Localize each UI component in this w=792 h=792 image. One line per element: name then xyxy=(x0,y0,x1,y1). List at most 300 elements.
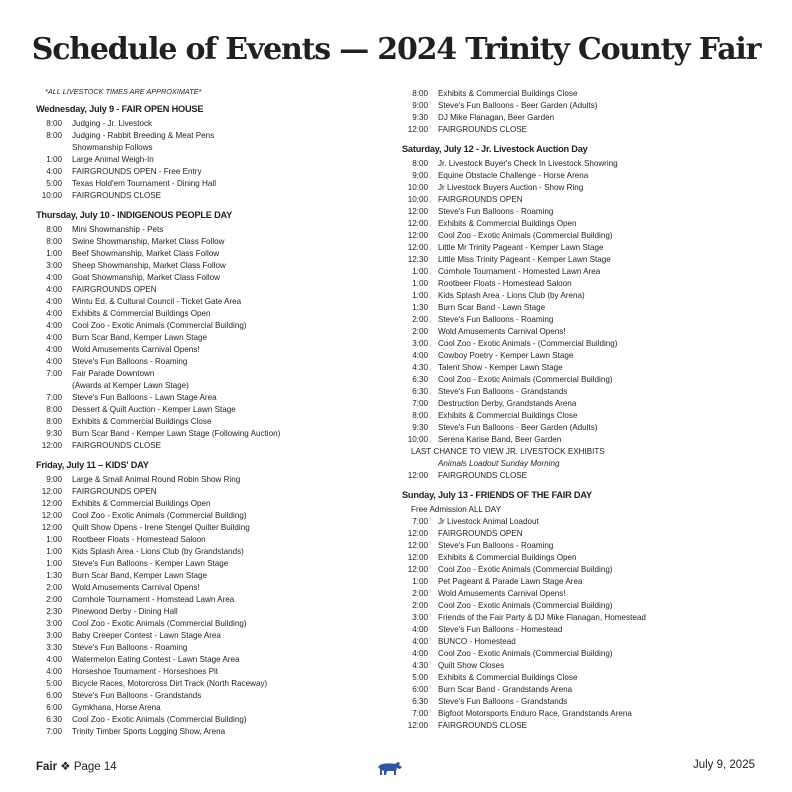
footer-page-number: Page 14 xyxy=(73,761,117,773)
event-time: 10:00 xyxy=(407,183,428,192)
schedule-right-column xyxy=(402,88,757,732)
event-row xyxy=(36,474,376,486)
event-row xyxy=(402,326,757,338)
event-text: Pet Pageant & Parade Lawn Stage Area xyxy=(438,577,583,586)
event-time: 9:00 xyxy=(412,171,428,180)
event-time: 1:00 xyxy=(46,249,62,258)
livestock-times-note: *ALL LIVESTOCK TIMES ARE APPROXIMATE* xyxy=(45,87,202,96)
event-time: 4:00 xyxy=(46,273,62,282)
event-text: FAIRGROUNDS CLOSE xyxy=(438,721,528,730)
event-row xyxy=(402,576,757,588)
event-text: Cool Zoo - Exotic Animals (Commercial Building) xyxy=(438,231,613,240)
day-heading-friday: Friday, July 11 – KIDS' DAY xyxy=(36,460,149,470)
event-time: 3:30 xyxy=(46,643,62,652)
event-time: 12:00 xyxy=(407,219,428,228)
event-time: 2:00 xyxy=(412,327,428,336)
event-row xyxy=(36,534,376,546)
event-row xyxy=(402,398,757,410)
event-row xyxy=(402,708,757,720)
event-text: Cool Zoo - Exotic Animals (Commercial Building) xyxy=(72,715,247,724)
event-time: 8:00 xyxy=(412,411,428,420)
event-text: Steve's Fun Balloons - Grandstands xyxy=(438,387,568,396)
free-admission-text: Free Admission ALL DAY xyxy=(411,505,501,514)
event-row xyxy=(36,154,376,166)
day-heading-wednesday: Wednesday, July 9 - FAIR OPEN HOUSE xyxy=(36,104,204,114)
event-text: Sheep Showmanship, Market Class Follow xyxy=(72,261,226,270)
event-time: 8:00 xyxy=(46,417,62,426)
event-row xyxy=(36,666,376,678)
event-text: Large & Small Animal Round Robin Show Ring xyxy=(72,475,241,484)
event-time: 12:00 xyxy=(407,231,428,240)
event-time: 4:30 xyxy=(412,363,428,372)
event-row xyxy=(402,588,757,600)
event-time: 7:00 xyxy=(412,399,428,408)
event-time: 12:00 xyxy=(407,721,428,730)
event-time: 1:00 xyxy=(412,291,428,300)
event-row xyxy=(36,642,376,654)
event-text: Horseshoe Tournament - Horseshoes Pit xyxy=(72,667,219,676)
event-text: Steve's Fun Balloons - Grandstands xyxy=(72,691,202,700)
event-time: 5:00 xyxy=(46,179,62,188)
event-row xyxy=(402,266,757,278)
footer-page-label xyxy=(36,759,117,773)
event-time: 6:00 xyxy=(46,703,62,712)
event-text: Steve's Fun Balloons - Grandstands xyxy=(438,697,568,706)
event-text: Steve's Fun Balloons - Roaming xyxy=(438,541,554,550)
event-time: 12:00 xyxy=(407,553,428,562)
event-time: 3:00 xyxy=(412,339,428,348)
event-text: Burn Scar Band, Kemper Lawn Stage xyxy=(72,333,207,342)
event-text: Rootbeer Floats - Homestead Saloon xyxy=(72,535,206,544)
event-time: 12:00 xyxy=(41,487,62,496)
event-time: 8:00 xyxy=(46,405,62,414)
event-time: 6:00 xyxy=(46,691,62,700)
event-text: Little Mr Trinity Pageant - Kemper Lawn Stage xyxy=(438,243,604,252)
event-time: 8:00 xyxy=(46,131,62,140)
event-time: 4:00 xyxy=(412,637,428,646)
event-text: Talent Show - Kemper Lawn Stage xyxy=(438,363,563,372)
event-row xyxy=(36,678,376,690)
event-text: Bigfoot Motorsports Enduro Race, Grandstands Arena xyxy=(438,709,632,718)
event-row xyxy=(402,422,757,434)
event-time: 6:30 xyxy=(412,387,428,396)
event-text: Beef Showmanship, Market Class Follow xyxy=(72,249,220,258)
event-time: 9:30 xyxy=(412,423,428,432)
event-text: Cool Zoo - Exotic Animals (Commercial Building) xyxy=(72,321,247,330)
event-time: 1:00 xyxy=(412,267,428,276)
event-time: 4:00 xyxy=(412,649,428,658)
event-row xyxy=(402,112,757,124)
event-time: 8:00 xyxy=(46,119,62,128)
event-time: 12:00 xyxy=(407,207,428,216)
event-row xyxy=(36,522,376,534)
event-row xyxy=(36,248,376,260)
event-time: 12:00 xyxy=(41,441,62,450)
event-row xyxy=(402,434,757,446)
event-row xyxy=(402,684,757,696)
event-row xyxy=(36,416,376,428)
event-text: Steve's Fun Balloons - Roaming xyxy=(72,357,188,366)
event-row xyxy=(36,594,376,606)
event-row xyxy=(36,344,376,356)
event-row xyxy=(402,660,757,672)
event-time: 4:00 xyxy=(46,333,62,342)
event-text: Burn Scar Band, Kemper Lawn Stage xyxy=(72,571,207,580)
event-row xyxy=(36,296,376,308)
event-row xyxy=(402,600,757,612)
event-row xyxy=(36,510,376,522)
event-text: Friends of the Fair Party & DJ Mike Flanagan, Homestead xyxy=(438,613,646,622)
event-row xyxy=(36,404,376,416)
day-heading-thursday: Thursday, July 10 - INDIGENOUS PEOPLE DAY xyxy=(36,210,233,220)
event-text: DJ Mike Flanagan, Beer Garden xyxy=(438,113,555,122)
event-time: 9:30 xyxy=(412,113,428,122)
event-text: FAIRGROUNDS OPEN xyxy=(438,195,523,204)
event-row xyxy=(402,624,757,636)
event-row xyxy=(36,284,376,296)
event-row xyxy=(402,278,757,290)
event-text: Burn Scar Band - Lawn Stage xyxy=(438,303,546,312)
event-text: FAIRGROUNDS OPEN xyxy=(438,529,523,538)
loadout-notice xyxy=(402,458,757,470)
event-text: Exhibits & Commercial Buildings Open xyxy=(72,499,211,508)
event-text: Swine Showmanship, Market Class Follow xyxy=(72,237,225,246)
event-text: Exhibits & Commercial Buildings Close xyxy=(438,673,578,682)
event-time: 10:00 xyxy=(41,191,62,200)
event-row xyxy=(402,696,757,708)
event-text: Wold Amusements Carnival Opens! xyxy=(438,327,566,336)
event-text: FAIRGROUNDS OPEN - Free Entry xyxy=(72,167,202,176)
event-row xyxy=(36,546,376,558)
event-text: Quilt Show Closes xyxy=(438,661,505,670)
event-time: 2:00 xyxy=(412,315,428,324)
event-row xyxy=(36,332,376,344)
footer-section: Fair xyxy=(36,761,58,773)
event-time: 2:30 xyxy=(46,607,62,616)
event-text: Cool Zoo - Exotic Animals (Commercial Building) xyxy=(438,565,613,574)
event-time: 3:00 xyxy=(46,619,62,628)
event-time: 12:00 xyxy=(41,499,62,508)
page-title: Schedule of Events — 2024 Trinity County Fair xyxy=(31,32,761,67)
event-row xyxy=(402,242,757,254)
event-time: 6:00 xyxy=(412,685,428,694)
event-row xyxy=(36,308,376,320)
event-row xyxy=(36,368,376,380)
day-heading-sunday: Sunday, July 13 - FRIENDS OF THE FAIR DAY xyxy=(402,490,592,500)
event-time: 12:30 xyxy=(407,255,428,264)
event-text: Steve's Fun Balloons - Roaming xyxy=(72,643,188,652)
event-time: 7:00 xyxy=(46,393,62,402)
event-row xyxy=(402,636,757,648)
event-row xyxy=(402,230,757,242)
event-row xyxy=(36,142,376,154)
event-time: 12:00 xyxy=(41,511,62,520)
event-text: Jr Livestock Buyers Auction - Show Ring xyxy=(438,183,584,192)
sunday-events xyxy=(402,516,757,732)
event-row xyxy=(36,392,376,404)
event-row xyxy=(36,714,376,726)
event-text: Steve's Fun Balloons - Beer Garden (Adults) xyxy=(438,423,598,432)
event-time: 1:30 xyxy=(412,303,428,312)
event-text: Wold Amusements Carnival Opens! xyxy=(72,583,200,592)
event-time: 9:30 xyxy=(46,429,62,438)
event-time: 12:00 xyxy=(407,471,428,480)
event-time: 1:00 xyxy=(46,559,62,568)
event-text: Trinity Timber Sports Logging Show, Arena xyxy=(72,727,226,736)
event-text: FAIRGROUNDS OPEN xyxy=(72,487,157,496)
event-text: Steve's Fun Balloons - Homestead xyxy=(438,625,563,634)
event-time: 5:00 xyxy=(46,679,62,688)
event-text: Texas Hold'em Tournament - Dining Hall xyxy=(72,179,216,188)
ornament-icon: ❖ xyxy=(60,761,71,773)
event-row xyxy=(402,170,757,182)
event-row xyxy=(36,702,376,714)
event-text: FAIRGROUNDS CLOSE xyxy=(438,125,528,134)
event-time: 12:00 xyxy=(41,523,62,532)
event-row xyxy=(402,302,757,314)
event-text: Burn Scar Band - Kemper Lawn Stage (Following Auction) xyxy=(72,429,281,438)
event-time: 3:00 xyxy=(46,261,62,270)
last-chance-text: LAST CHANCE TO VIEW JR. LIVESTOCK EXHIBITS xyxy=(411,447,605,456)
event-row xyxy=(36,630,376,642)
saturday-events xyxy=(402,158,757,446)
left-days xyxy=(36,102,376,738)
event-text: Cool Zoo - Exotic Animals (Commercial Building) xyxy=(72,619,247,628)
event-text: Cool Zoo - Exotic Animals (Commercial Building) xyxy=(438,375,613,384)
event-text: Steve's Fun Balloons - Beer Garden (Adults) xyxy=(438,101,598,110)
event-time: 7:00 xyxy=(412,517,428,526)
event-text: Little Miss Trinity Pageant - Kemper Lawn Stage xyxy=(438,255,611,264)
cow-icon xyxy=(377,760,403,776)
event-time: 12:00 xyxy=(407,243,428,252)
event-time: 12:00 xyxy=(407,529,428,538)
event-text: Exhibits & Commercial Buildings Open xyxy=(438,219,577,228)
event-text: Mini Showmanship - Pets xyxy=(72,225,164,234)
event-row xyxy=(402,290,757,302)
event-row xyxy=(402,88,757,100)
event-row xyxy=(36,224,376,236)
event-text: Cool Zoo - Exotic Animals - (Commercial Building) xyxy=(438,339,618,348)
event-text: Kids Splash Area - Lions Club (by Grandstands) xyxy=(72,547,244,556)
event-time: 7:00 xyxy=(46,369,62,378)
event-row xyxy=(402,314,757,326)
event-row xyxy=(402,528,757,540)
event-time: 6:30 xyxy=(46,715,62,724)
event-text: FAIRGROUNDS OPEN xyxy=(72,285,157,294)
event-row xyxy=(402,470,757,482)
event-time: 4:00 xyxy=(412,351,428,360)
event-row xyxy=(36,380,376,392)
event-time: 1:00 xyxy=(46,535,62,544)
event-time: 7:00 xyxy=(412,709,428,718)
event-row xyxy=(402,254,757,266)
free-admission-notice xyxy=(402,504,757,516)
event-time: 4:00 xyxy=(46,167,62,176)
event-row xyxy=(36,272,376,284)
event-row xyxy=(402,182,757,194)
event-row xyxy=(36,166,376,178)
event-text: BUNCO - Homestead xyxy=(438,637,516,646)
event-time: 5:00 xyxy=(412,673,428,682)
event-row xyxy=(36,428,376,440)
event-row xyxy=(36,236,376,248)
event-row xyxy=(36,260,376,272)
event-text: (Awards at Kemper Lawn Stage) xyxy=(72,381,189,390)
event-row xyxy=(402,100,757,112)
event-text: Cornhole Tournament - Homstead Lawn Area xyxy=(72,595,235,604)
loadout-text: Animals Loadout Sunday Morning xyxy=(438,459,560,468)
event-time: 1:00 xyxy=(46,155,62,164)
event-row xyxy=(402,564,757,576)
event-text: Cornhole Tournament - Homested Lawn Area xyxy=(438,267,601,276)
event-time: 8:00 xyxy=(46,225,62,234)
event-row xyxy=(402,410,757,422)
event-row xyxy=(402,648,757,660)
event-row xyxy=(402,374,757,386)
event-time: 4:00 xyxy=(46,309,62,318)
event-row xyxy=(36,320,376,332)
event-row xyxy=(36,606,376,618)
event-row xyxy=(36,190,376,202)
event-row xyxy=(36,654,376,666)
event-time: 3:00 xyxy=(412,613,428,622)
event-text: Judging - Jr. Livestock xyxy=(72,119,153,128)
event-time: 9:00 xyxy=(46,475,62,484)
event-row xyxy=(36,440,376,452)
event-time: 12:00 xyxy=(407,125,428,134)
event-text: Bicycle Races, Motorcross Dirt Track (North Raceway) xyxy=(72,679,268,688)
event-row xyxy=(36,130,376,142)
event-text: Judging - Rabbit Breeding & Meat Pens xyxy=(72,131,215,140)
event-row xyxy=(402,194,757,206)
event-time: 2:00 xyxy=(46,583,62,592)
event-time: 7:00 xyxy=(46,727,62,736)
event-text: Exhibits & Commercial Buildings Close xyxy=(72,417,212,426)
event-row xyxy=(402,206,757,218)
event-text: Goat Showmanship, Market Class Follow xyxy=(72,273,220,282)
day-heading-saturday: Saturday, July 12 - Jr. Livestock Auction Day xyxy=(402,144,588,154)
event-time: 8:00 xyxy=(46,237,62,246)
event-time: 10:00 xyxy=(407,435,428,444)
event-text: Exhibits & Commercial Buildings Close xyxy=(438,411,578,420)
event-row xyxy=(402,672,757,684)
event-row xyxy=(36,726,376,738)
event-time: 2:00 xyxy=(46,595,62,604)
event-text: Equine Obstacle Challenge - Horse Arena xyxy=(438,171,589,180)
event-row xyxy=(402,516,757,528)
event-text: Gymkhana, Horse Arena xyxy=(72,703,161,712)
event-time: 8:00 xyxy=(412,89,428,98)
event-text: Exhibits & Commercial Buildings Open xyxy=(72,309,211,318)
event-time: 4:00 xyxy=(46,345,62,354)
event-time: 1:30 xyxy=(46,571,62,580)
event-time: 3:00 xyxy=(46,631,62,640)
event-row xyxy=(36,356,376,368)
event-text: Steve's Fun Balloons - Roaming xyxy=(438,207,554,216)
event-row xyxy=(402,338,757,350)
event-text: Wold Amusements Carnival Opens! xyxy=(438,589,566,598)
event-text: Cowboy Poetry - Kemper Lawn Stage xyxy=(438,351,574,360)
event-time: 12:00 xyxy=(407,541,428,550)
event-time: 4:00 xyxy=(412,625,428,634)
event-text: Serena Karise Band, Beer Garden xyxy=(438,435,562,444)
event-text: Steve's Fun Balloons - Roaming xyxy=(438,315,554,324)
event-time: 4:00 xyxy=(46,655,62,664)
event-row xyxy=(36,582,376,594)
event-text: Cool Zoo - Exotic Animals (Commercial Building) xyxy=(438,649,613,658)
event-text: Dessert & Quilt Auction - Kemper Lawn Stage xyxy=(72,405,236,414)
event-row xyxy=(402,350,757,362)
event-text: FAIRGROUNDS CLOSE xyxy=(72,191,162,200)
event-text: Fair Parade Downtown xyxy=(72,369,155,378)
event-text: Wold Amusements Carnival Opens! xyxy=(72,345,200,354)
event-time: 6:30 xyxy=(412,697,428,706)
event-row xyxy=(402,158,757,170)
event-time: 1:00 xyxy=(412,577,428,586)
event-row xyxy=(402,720,757,732)
event-time: 4:00 xyxy=(46,297,62,306)
event-time: 2:00 xyxy=(412,601,428,610)
event-time: 4:00 xyxy=(46,357,62,366)
friday-evening-continued xyxy=(402,88,757,136)
event-row xyxy=(402,124,757,136)
event-text: Jr. Livestock Buyer's Check In Livestock Showring xyxy=(438,159,618,168)
event-row xyxy=(36,178,376,190)
event-time: 8:00 xyxy=(412,159,428,168)
event-text: Exhibits & Commercial Buildings Open xyxy=(438,553,577,562)
event-time: 4:00 xyxy=(46,285,62,294)
event-time: 6:30 xyxy=(412,375,428,384)
event-time: 9:00 xyxy=(412,101,428,110)
event-text: Steve's Fun Balloons - Kemper Lawn Stage xyxy=(72,559,229,568)
last-chance-notice xyxy=(402,446,757,458)
event-text: Large Animal Weigh-In xyxy=(72,155,154,164)
event-time: 4:00 xyxy=(46,667,62,676)
event-text: Burn Scar Band - Grandstands Arena xyxy=(438,685,573,694)
event-row xyxy=(36,486,376,498)
event-text: Wintu Ed. & Cultural Council - Ticket Gate Area xyxy=(72,297,242,306)
event-time: 10:00 xyxy=(407,195,428,204)
event-text: FAIRGROUNDS CLOSE xyxy=(438,471,528,480)
event-text: Jr Livestock Animal Loadout xyxy=(438,517,539,526)
event-time: 2:00 xyxy=(412,589,428,598)
event-text: Exhibits & Commercial Buildings Close xyxy=(438,89,578,98)
event-row xyxy=(402,540,757,552)
event-row xyxy=(402,386,757,398)
event-text: Steve's Fun Balloons - Lawn Stage Area xyxy=(72,393,217,402)
event-text: Pinewood Derby - Dining Hall xyxy=(72,607,178,616)
event-row xyxy=(402,362,757,374)
event-text: Rootbeer Floats - Homestead Saloon xyxy=(438,279,572,288)
event-text: Watermelon Eating Contest - Lawn Stage Area xyxy=(72,655,240,664)
event-time: 1:00 xyxy=(412,279,428,288)
footer-date: July 9, 2025 xyxy=(692,759,755,771)
event-text: Quilt Show Opens - Irene Stengel Quilter Building xyxy=(72,523,250,532)
event-text: Showmanship Follows xyxy=(72,143,153,152)
event-time: 1:00 xyxy=(46,547,62,556)
event-text: Cool Zoo - Exotic Animals (Commercial Building) xyxy=(72,511,247,520)
event-text: Destruction Derby, Grandstands Arena xyxy=(438,399,577,408)
event-text: Kids Splash Area - Lions Club (by Arena) xyxy=(438,291,585,300)
event-time: 4:30 xyxy=(412,661,428,670)
event-time: 4:00 xyxy=(46,321,62,330)
event-row xyxy=(36,498,376,510)
event-text: Baby Creeper Contest - Lawn Stage Area xyxy=(72,631,221,640)
event-row xyxy=(402,612,757,624)
event-text: Cool Zoo - Exotic Animals (Commercial Building) xyxy=(438,601,613,610)
event-row xyxy=(36,558,376,570)
event-text: FAIRGROUNDS CLOSE xyxy=(72,441,162,450)
